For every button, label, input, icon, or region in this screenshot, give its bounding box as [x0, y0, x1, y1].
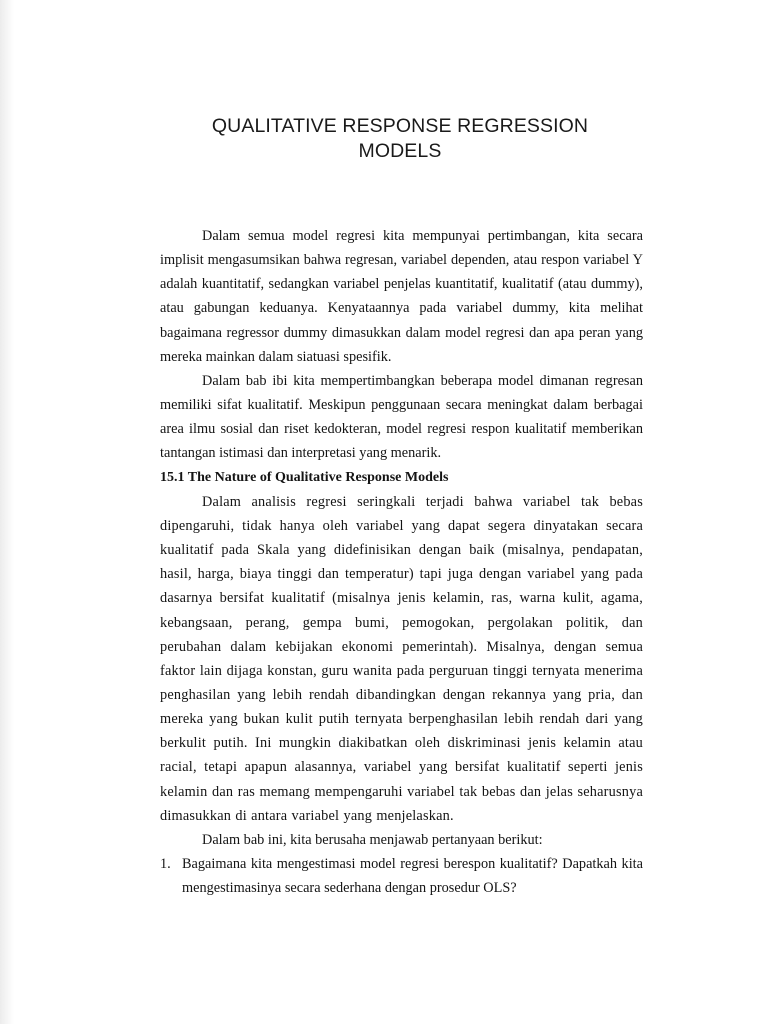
- paragraph-chapter-scope: Dalam bab ibi kita mempertimbangkan beberapa model dimanan regresan memiliki sifat kualitatif. Meskipun penggunaan secara meningkat dalam berbagai area ilmu sosial dan riset kedokteran, model regresi respon kualitatif memberikan tantangan istimasi dan interpretasi yang menarik.: [160, 372, 643, 462]
- page-edge-shadow: [0, 0, 14, 1024]
- section-heading: 15.1 The Nature of Qualitative Response Models: [160, 469, 449, 485]
- paragraph-section: Dalam analisis regresi seringkali terjadi bahwa variabel tak bebas dipengaruhi, tidak hanya oleh variabel yang dapat segera dinyatakan secara kualitatif pada Skala yang didefinisikan dengan baik (misalnya, pendapatan, hasil, harga, biaya tinggi dan temperatur) tapi juga dengan variabel yang pada dasarnya bersifat kualitatif (misalnya jenis kelamin, ras, warna kulit, agama, kebangsaan, perang, gempa bumi, pemogokan, pergolakan politik, dan perubahan dalam kebijakan ekonomi pemerintah). Misalnya, dengan semua faktor lain dijaga konstan, guru wanita pada perguruan tinggi ternyata menerima penghasilan yang lebih rendah dibandingkan dengan rekannya yang pria, dan mereka yang bukan kulit putih ternyata berpenghasilan lebih rendah dari yang berkulit putih. Ini mungkin diakibatkan oleh diskriminasi jenis kelamin atau racial, tetapi apapun alasannya, variabel yang bersifat kualitatif seperti jenis kelamin dan ras memang mempengaruhi variabel tak bebas dan jelas seharusnya dimasukkan di antara variabel yang menjelaskan.: [160, 493, 643, 824]
- paragraph-intro: Dalam semua model regresi kita mempunyai pertimbangan, kita secara implisit mengasumsikan bahwa regresan, variabel dependen, atau respon variabel Y adalah kuantitatif, sedangkan variabel penjelas kuantitatif, kualitatif (atau dummy), atau gabungan keduanya. Kenyataannya pada variabel dummy, kita melihat bagaimana regressor dummy dimasukkan dalam model regresi dan apa peran yang mereka mainkan dalam siatuasi spesifik.: [160, 228, 643, 365]
- list-item-number: 1.: [160, 856, 171, 873]
- paragraph-question-intro: Dalam bab ini, kita berusaha menjawab pertanyaan berikut:: [202, 831, 543, 848]
- document-body: [160, 224, 643, 900]
- list-item: [160, 852, 643, 900]
- title-line-2: MODELS: [358, 140, 442, 162]
- title-line-1: QUALITATIVE RESPONSE REGRESSION: [211, 115, 589, 137]
- document-title: [100, 114, 700, 164]
- list-item-text: Bagaimana kita mengestimasi model regresi berespon kualitatif? Dapatkah kita mengestimasinya secara sederhana dengan prosedur OLS?: [182, 856, 643, 897]
